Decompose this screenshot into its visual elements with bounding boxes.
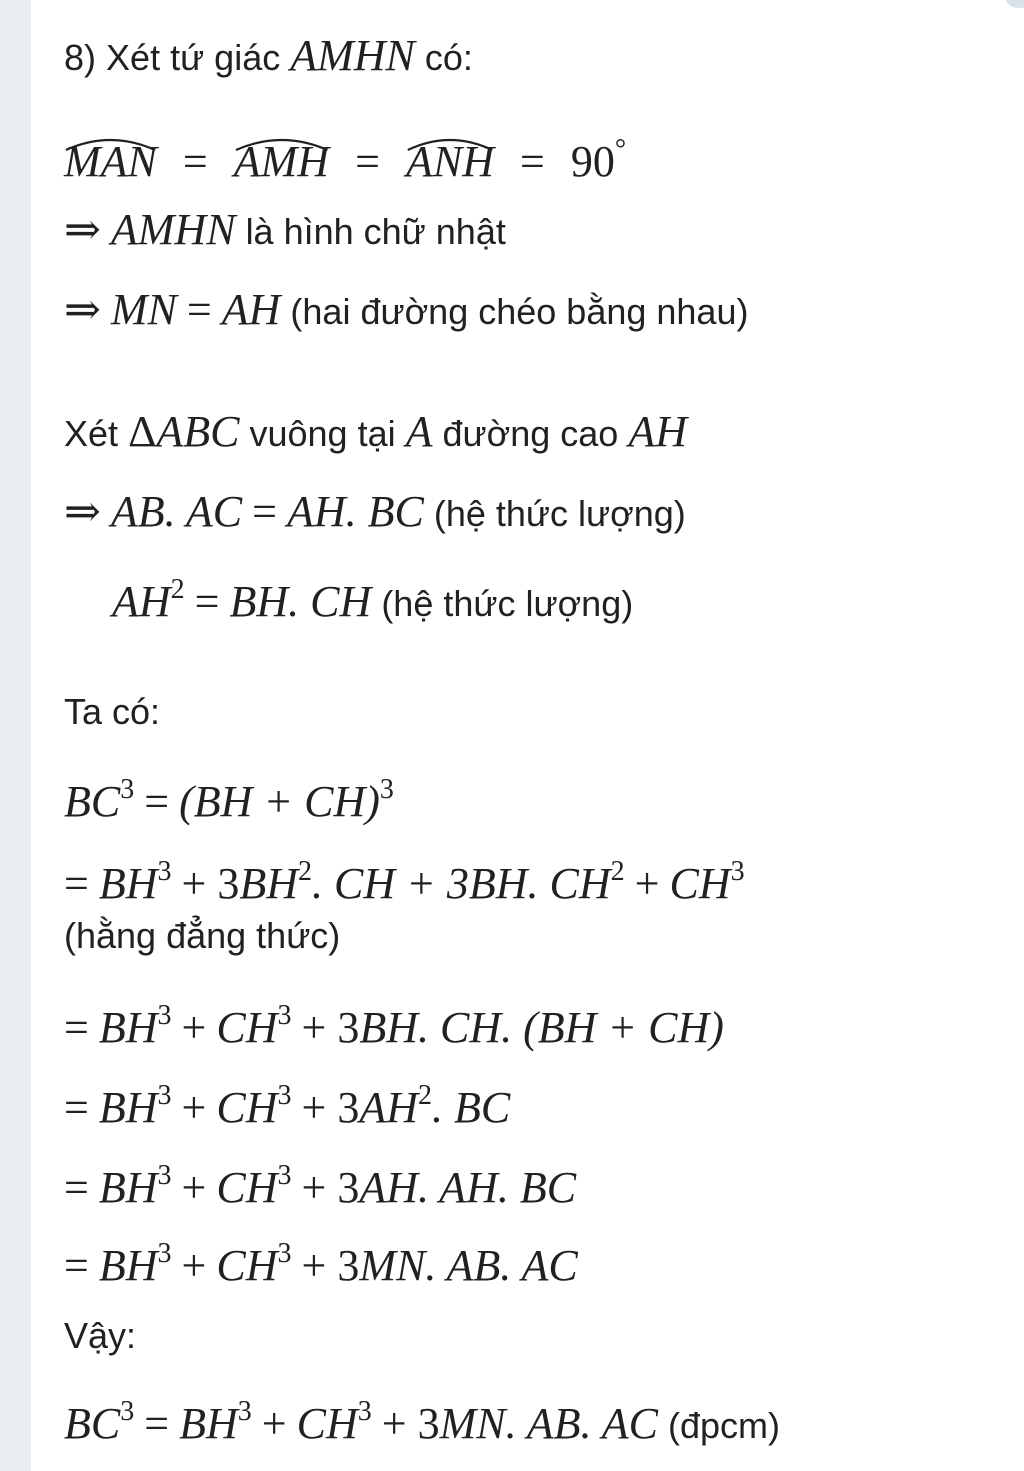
math-operator: + — [181, 1163, 207, 1212]
implies-arrow: ⇒ — [64, 487, 101, 536]
statement-text: Ta có: — [64, 691, 161, 732]
arc-hat-icon — [234, 132, 329, 152]
math-term: BH — [98, 1163, 158, 1212]
exponent: 3 — [157, 1000, 172, 1031]
exponent: 3 — [157, 1080, 172, 1111]
line-8-ta-co — [64, 690, 160, 734]
problem-number: 8) — [64, 37, 97, 78]
reason-text: (hằng đẳng thức) — [64, 915, 341, 956]
math-term: CH — [669, 859, 731, 908]
math-term: BH — [98, 1003, 158, 1052]
math-rhs: AH. BC — [286, 487, 424, 536]
equals-sign: = — [64, 1241, 89, 1290]
exponent: 3 — [120, 774, 135, 805]
implies-arrow: ⇒ — [64, 285, 101, 334]
equals-sign: = — [182, 137, 208, 186]
implies-arrow: ⇒ — [64, 205, 101, 254]
exponent: 3 — [120, 1396, 135, 1427]
math-operator: + 3 — [301, 1163, 360, 1212]
math-term: CH — [216, 1241, 278, 1290]
exponent: 2 — [170, 574, 185, 605]
exponent: 3 — [277, 1000, 292, 1031]
line-15-step — [64, 1232, 578, 1290]
exponent: 3 — [157, 1238, 172, 1269]
math-term: CH — [296, 1399, 358, 1448]
reason-text: (hệ thức lượng) — [433, 493, 686, 534]
math-term: CH — [216, 1083, 278, 1132]
math-term: CH — [216, 1003, 278, 1052]
exponent: 3 — [357, 1396, 372, 1427]
exponent: 3 — [379, 774, 394, 805]
line-14-step — [64, 1154, 576, 1212]
heading-text: Xét tứ giác — [106, 37, 281, 78]
angle-anh — [405, 137, 494, 186]
math-quad: AMHN — [110, 205, 236, 254]
line-12-step — [64, 994, 724, 1052]
math-quad: AMHN — [290, 31, 415, 80]
math-lhs: AH — [112, 577, 171, 626]
line-5-triangle — [64, 407, 688, 456]
math-vertex: A — [405, 407, 433, 456]
math-term: . BC — [431, 1083, 511, 1132]
math-term: MN. AB. AC — [359, 1241, 578, 1290]
equals-sign: = — [64, 859, 89, 908]
math-operator: + 3 — [301, 1003, 360, 1052]
math-term: BH — [98, 1241, 158, 1290]
math-altitude: AH — [628, 407, 688, 456]
qed-text: (đpcm) — [667, 1405, 780, 1446]
math-term: BH — [239, 859, 298, 908]
equals-sign: = — [64, 1003, 89, 1052]
math-rhs: AH — [221, 285, 281, 334]
line-7-relation — [112, 568, 633, 626]
angle-amh — [233, 137, 330, 186]
line-9-cube — [64, 768, 394, 826]
math-term: AH. AH. BC — [359, 1163, 577, 1212]
math-rhs: (BH + CH) — [179, 777, 380, 826]
line-11-identity — [64, 914, 340, 958]
math-lhs: BC — [64, 1399, 121, 1448]
statement-text: vuông tại — [249, 413, 396, 454]
math-term: BH — [98, 859, 158, 908]
math-term: BH — [179, 1399, 238, 1448]
angle-anh-label: ANH — [405, 137, 494, 186]
exponent: 3 — [157, 856, 172, 887]
statement-text: Xét — [64, 413, 119, 454]
exponent: 3 — [157, 1160, 172, 1191]
line-2-angles — [64, 128, 626, 186]
exponent: 3 — [277, 1238, 292, 1269]
corner-decoration — [1006, 0, 1024, 8]
arc-hat-icon — [64, 132, 157, 152]
exponent: 3 — [237, 1396, 252, 1427]
equals-sign: = — [355, 137, 380, 186]
math-rhs: BH. CH — [229, 577, 372, 626]
math-lhs: MN — [110, 285, 177, 334]
reason-text: (hai đường chéo bằng nhau) — [290, 291, 749, 332]
math-term: AH — [359, 1083, 418, 1132]
math-operator: + 3 — [381, 1399, 440, 1448]
equals-sign: = — [64, 1163, 89, 1212]
math-operator: + — [634, 859, 660, 908]
angle-amh-label: AMH — [233, 137, 330, 186]
math-operator: + — [181, 1083, 207, 1132]
math-operator: + 3 — [301, 1241, 360, 1290]
angle-value: 90 — [570, 137, 615, 186]
math-term: BH. CH. (BH + CH) — [359, 1003, 724, 1052]
equals-sign: = — [144, 1399, 170, 1448]
math-term: CH — [216, 1163, 278, 1212]
math-triangle: ABC — [156, 407, 240, 456]
line-1-heading — [64, 31, 473, 80]
heading-suffix: có: — [424, 37, 473, 78]
math-operator: + — [181, 1241, 207, 1290]
line-17-conclusion — [64, 1390, 780, 1448]
exponent: 2 — [417, 1080, 432, 1111]
math-operator: + — [181, 1003, 207, 1052]
line-3-rectangle — [64, 205, 506, 254]
triangle-symbol: Δ — [128, 407, 157, 456]
statement-text: Vậy: — [64, 1315, 137, 1356]
statement-text: là hình chữ nhật — [245, 211, 506, 252]
degree-sign: ° — [614, 134, 627, 165]
line-6-relation — [64, 487, 686, 536]
exponent: 2 — [610, 856, 625, 887]
math-term: MN. AB. AC — [439, 1399, 658, 1448]
math-operator: + 3 — [181, 859, 240, 908]
reason-text: (hệ thức lượng) — [381, 583, 634, 624]
equals-sign: = — [64, 1083, 89, 1132]
equals-sign: = — [520, 137, 545, 186]
math-lhs: BC — [64, 777, 121, 826]
angle-man-label: MAN — [64, 137, 157, 186]
equals-sign: = — [144, 777, 170, 826]
equals-sign: = — [252, 487, 277, 536]
line-16-vay — [64, 1314, 136, 1358]
exponent: 3 — [277, 1160, 292, 1191]
line-4-diagonals — [64, 285, 749, 334]
math-operator: + 3 — [301, 1083, 360, 1132]
arc-hat-icon — [406, 132, 494, 152]
angle-man — [64, 137, 157, 186]
statement-text: đường cao — [442, 413, 619, 454]
exponent: 3 — [730, 856, 745, 887]
equals-sign: = — [186, 285, 212, 334]
line-13-step — [64, 1074, 510, 1132]
exponent: 2 — [298, 856, 312, 887]
math-term: . CH + 3BH. CH — [312, 859, 611, 908]
math-lhs: AB. AC — [110, 487, 243, 536]
equals-sign: = — [194, 577, 220, 626]
exponent: 3 — [277, 1080, 292, 1111]
line-10-expand — [64, 850, 745, 908]
math-term: BH — [98, 1083, 158, 1132]
math-operator: + — [261, 1399, 287, 1448]
